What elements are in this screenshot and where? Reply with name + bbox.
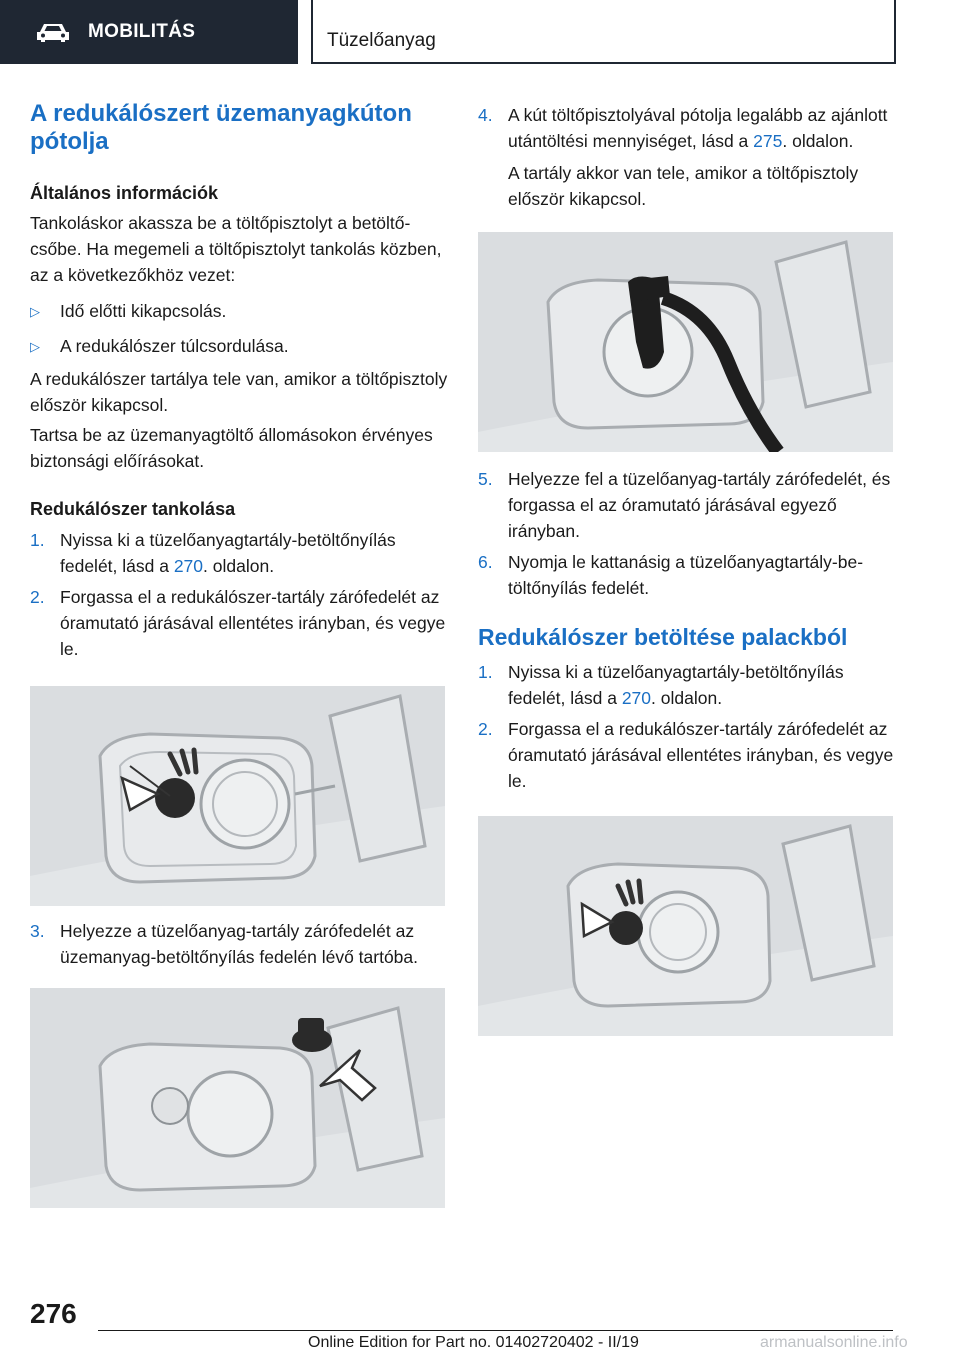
step-item: 1. Nyissa ki a tüzelőanyagtartály-betöltőnyílás fedelét, lásd a 270. oldalon. — [30, 527, 448, 579]
footer-divider — [98, 1330, 893, 1331]
step-number: 2. — [478, 719, 493, 739]
step-number: 2. — [30, 587, 45, 607]
page-number: 276 — [30, 1298, 77, 1329]
step-text: Helyezze a tüzelőanyag-tartály zárófedelét az üzemanyag-betöltőnyílás fedelén lévő tartóba. — [60, 921, 419, 967]
section-tab[interactable] — [0, 0, 298, 64]
paragraph: A redukálószer tartálya tele van, amikor a töltőpisztoly először kikapcsol. — [30, 369, 448, 415]
section-heading: Redukálószer betöltése palackból — [478, 624, 848, 650]
page-link[interactable]: 270 — [621, 688, 652, 708]
step-item — [478, 716, 896, 794]
step-text: Forgassa el a redukálószer-tartály zárófedelét az óramutató járásával ellentétes irányban, és vegye le. — [508, 719, 894, 791]
step-text: A tartály akkor van tele, amikor a töltőpisztoly először kikapcsol. — [508, 163, 859, 209]
refuel-heading: Redukálószer tankolása — [30, 499, 236, 519]
triangle-bullet-icon: ▷ — [30, 339, 40, 354]
list-item — [30, 333, 448, 360]
car-icon — [36, 21, 70, 43]
header-title-box — [311, 0, 896, 64]
right-column — [478, 100, 896, 1036]
step-item — [30, 918, 448, 970]
bullet-text: A redukálószer túlcsordulása. — [60, 336, 289, 356]
bullet-text: Idő előtti kikapcsolás. — [60, 301, 227, 321]
general-text: Tankoláskor akassza be a töltőpisztolyt a betöltőcsőbe. Ha megemeli a töltőpisztolyt tankolás közben, az a következőkhöz vezet: — [30, 213, 442, 285]
page-link[interactable]: 270 — [173, 556, 204, 576]
step-item — [30, 584, 448, 662]
step-number: 4. — [478, 105, 493, 125]
edition-text: Online Edition for Part no. 01402720402 - II/19 — [308, 1334, 639, 1351]
left-column — [30, 100, 448, 1208]
list-item — [30, 298, 448, 325]
paragraph: Tartsa be az üzemanyagtöltő állomásokon érvényes biztonsági előírásokat. — [30, 425, 433, 471]
step-text: Nyomja le kattanásig a tüzelőanyagtartály-betöltőnyílás fedelét. — [508, 552, 864, 598]
step-number: 1. — [30, 530, 45, 550]
illustration-cap-holder — [30, 988, 445, 1208]
page-title: Tüzelőanyag — [327, 30, 436, 51]
illustration-fuel-nozzle — [478, 232, 893, 452]
step-item — [478, 466, 896, 544]
step-item — [478, 549, 896, 601]
illustration-cap-removal — [30, 686, 445, 906]
illustration-cap-removal-bottle — [478, 816, 893, 1036]
step-number: 6. — [478, 552, 493, 572]
general-heading: Általános információk — [30, 183, 219, 203]
step-item: 4. A kút töltőpisztolyával pótolja legalább az ajánlott utántöltési mennyiséget, lásd a 275. oldalon. — [478, 102, 896, 154]
step-item: 1. Nyissa ki a tüzelőanyagtartály-betöltőnyílás fedelét, lásd a 270. oldalon. — [478, 659, 896, 711]
step-number: 1. — [478, 662, 493, 682]
step-text: Helyezze fel a tüzelőanyag-tartály zárófedelét, és forgassa el az óramutató járásával egyező irányban. — [508, 469, 891, 541]
watermark: armanualsonline.info — [760, 1334, 908, 1351]
section-heading: A redukálószert üzemanyagkúton pótolja — [30, 100, 412, 155]
section-label: MOBILITÁS — [88, 21, 196, 42]
step-number: 5. — [478, 469, 493, 489]
page-link[interactable]: 275 — [753, 131, 783, 151]
triangle-bullet-icon: ▷ — [30, 304, 40, 319]
step-number: 3. — [30, 921, 45, 941]
step-text: Forgassa el a redukálószer-tartály zárófedelét az óramutató járásával ellentétes irányban, és vegye le. — [60, 587, 446, 659]
step-note — [478, 160, 896, 212]
